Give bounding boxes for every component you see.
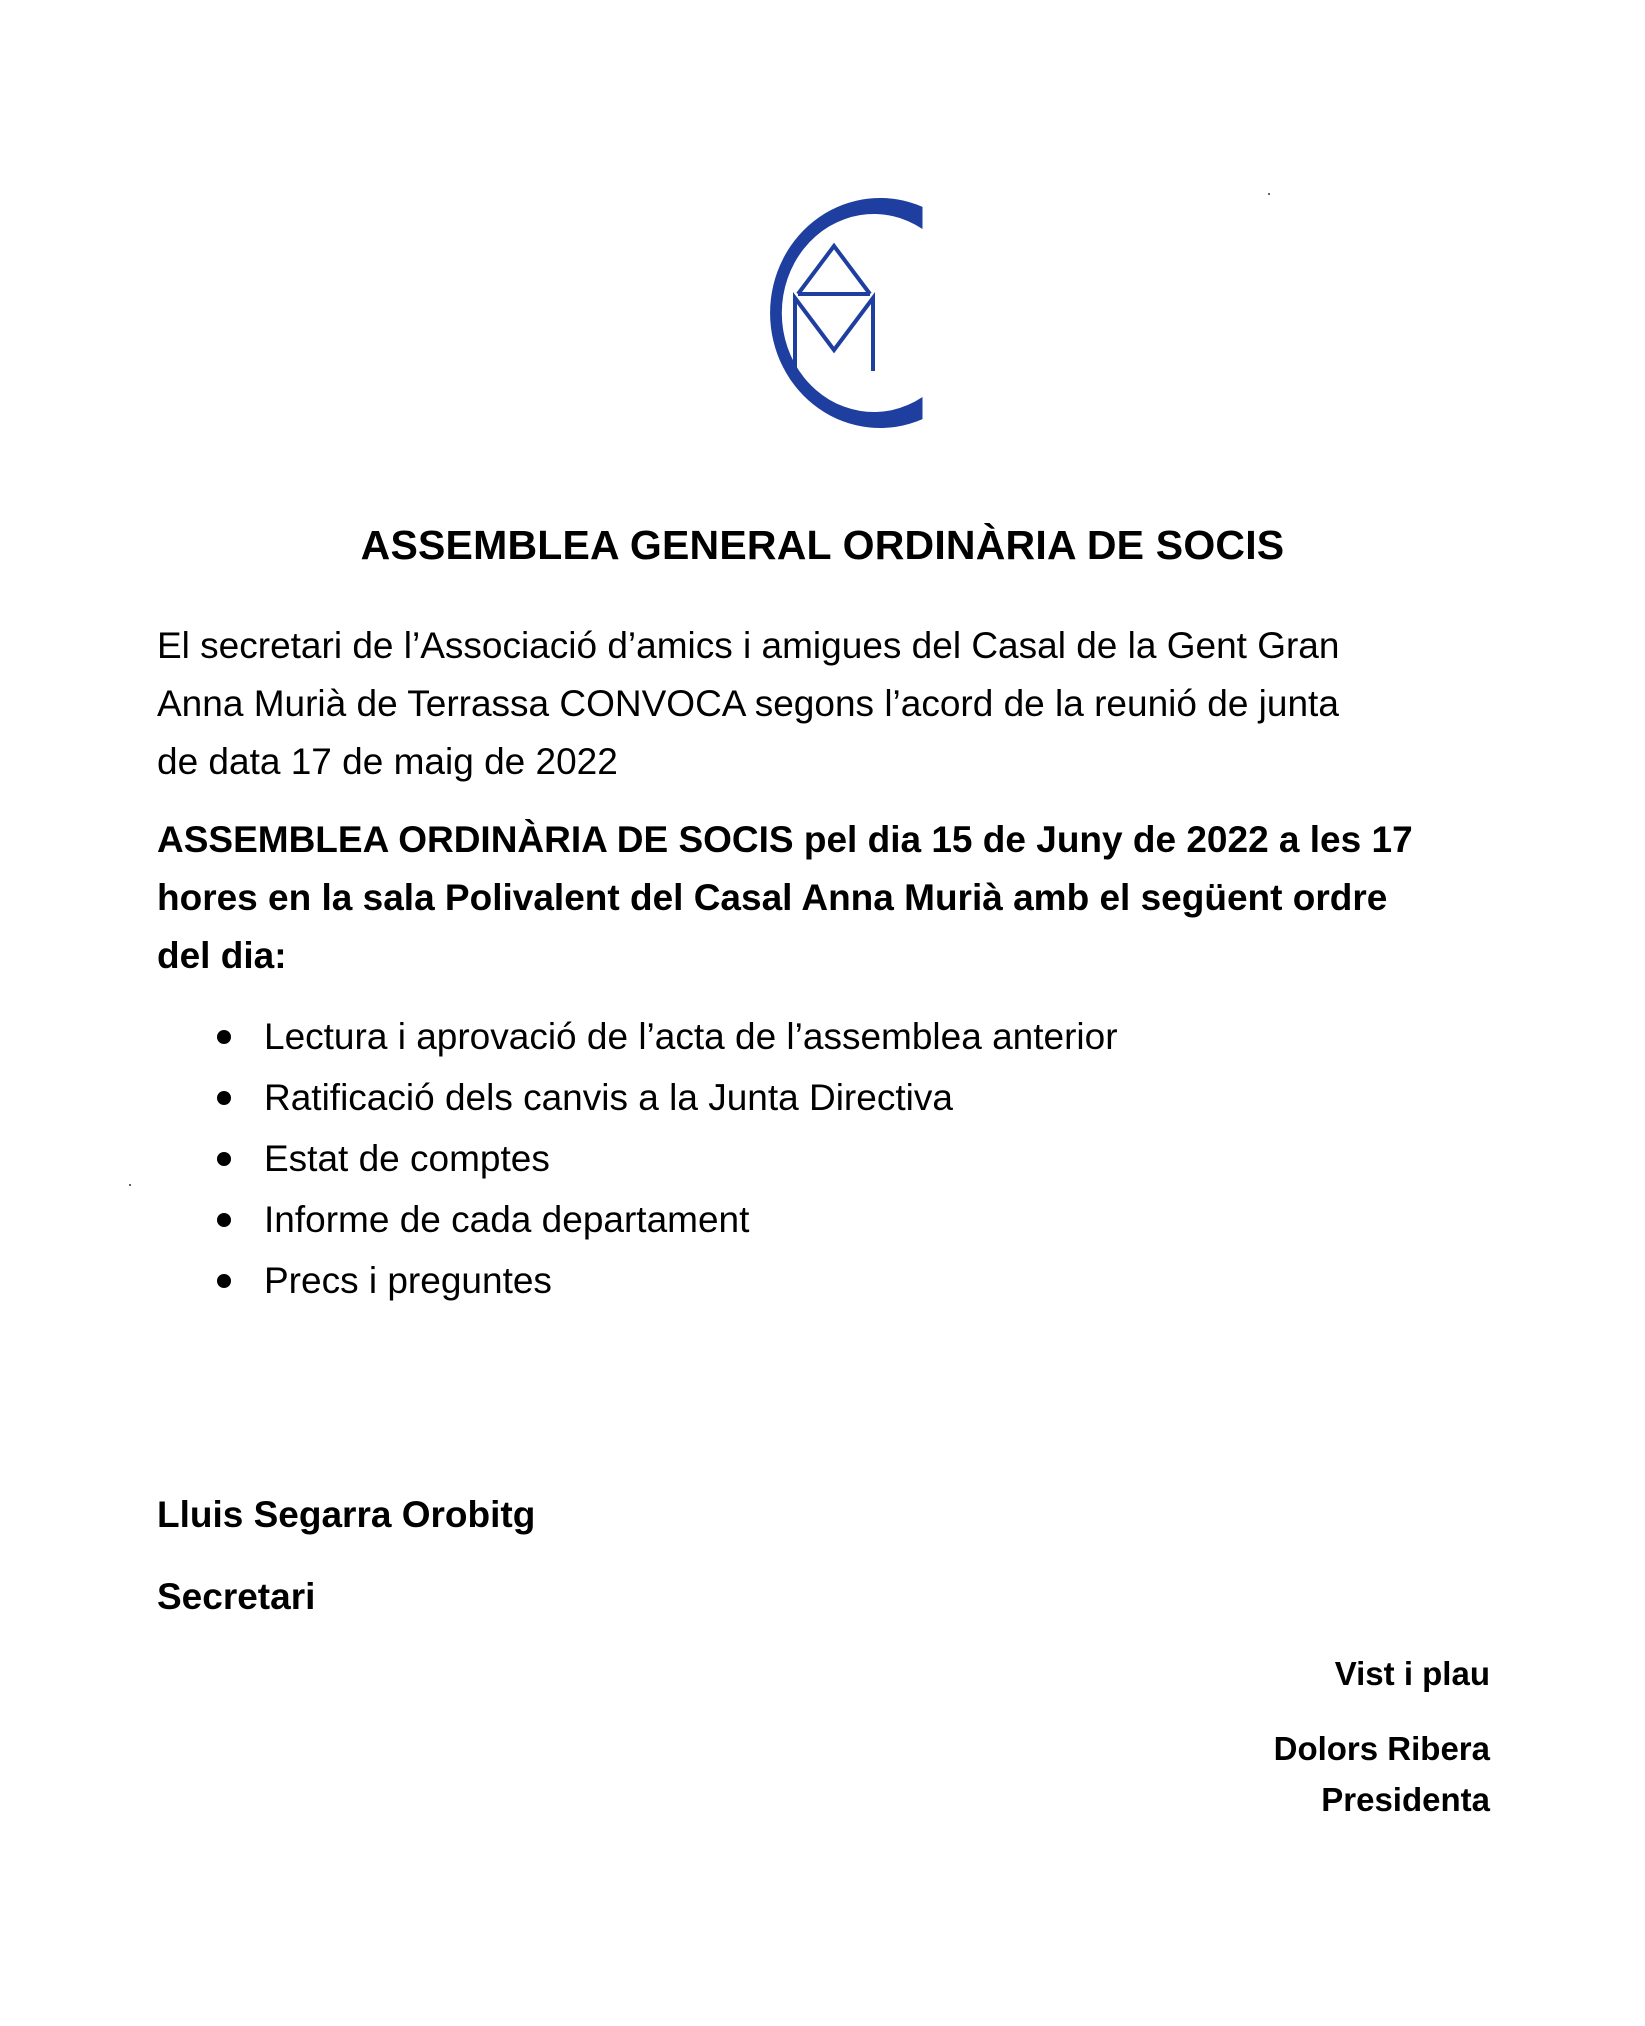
agenda-item (157, 1006, 1357, 1067)
logo-letter-m (795, 298, 873, 371)
agenda-item-text: Lectura i aprovació de l’acta de l’assemblea anterior (264, 1016, 1118, 1057)
intro-line: de data 17 de maig de 2022 (157, 741, 618, 782)
agenda-item-text: Precs i preguntes (264, 1260, 552, 1301)
agenda-list (157, 1006, 1357, 1311)
agenda-item (157, 1250, 1357, 1311)
agenda-item-text: Informe de cada departament (264, 1199, 750, 1240)
convocation-paragraph (157, 811, 1497, 985)
secretary-name: Lluis Segarra Orobitg (157, 1494, 536, 1535)
logo-letter-a (798, 246, 870, 294)
bullet-icon (217, 1030, 231, 1044)
convocation-line: ASSEMBLEA ORDINÀRIA DE SOCIS pel dia 15 de Juny de 2022 a les 17 (157, 819, 1413, 860)
logo-c-ring (770, 198, 922, 428)
scan-speck (129, 1184, 131, 1186)
agenda-item-text: Estat de comptes (264, 1138, 550, 1179)
document-title: ASSEMBLEA GENERAL ORDINÀRIA DE SOCIS (360, 522, 1285, 568)
secretary-role: Secretari (157, 1576, 316, 1617)
agenda-item (157, 1189, 1357, 1250)
convocation-line: hores en la sala Polivalent del Casal Anna Murià amb el següent ordre (157, 877, 1388, 918)
intro-paragraph (157, 617, 1497, 791)
intro-line: Anna Murià de Terrassa CONVOCA segons l’acord de la reunió de junta (157, 683, 1339, 724)
agenda-item-text: Ratificació dels canvis a la Junta Directiva (264, 1077, 953, 1118)
president-role: Presidenta (1321, 1781, 1490, 1818)
bullet-icon (217, 1213, 231, 1227)
bullet-icon (217, 1091, 231, 1105)
agenda-item (157, 1067, 1357, 1128)
president-name: Dolors Ribera (1273, 1730, 1490, 1767)
scan-speck (1268, 193, 1270, 195)
association-logo (710, 198, 930, 428)
agenda-item (157, 1128, 1357, 1189)
bullet-icon (217, 1152, 231, 1166)
bullet-icon (217, 1274, 231, 1288)
intro-line: El secretari de l’Associació d’amics i amigues del Casal de la Gent Gran (157, 625, 1340, 666)
convocation-line: del dia: (157, 935, 287, 976)
approval-label: Vist i plau (1334, 1655, 1490, 1692)
